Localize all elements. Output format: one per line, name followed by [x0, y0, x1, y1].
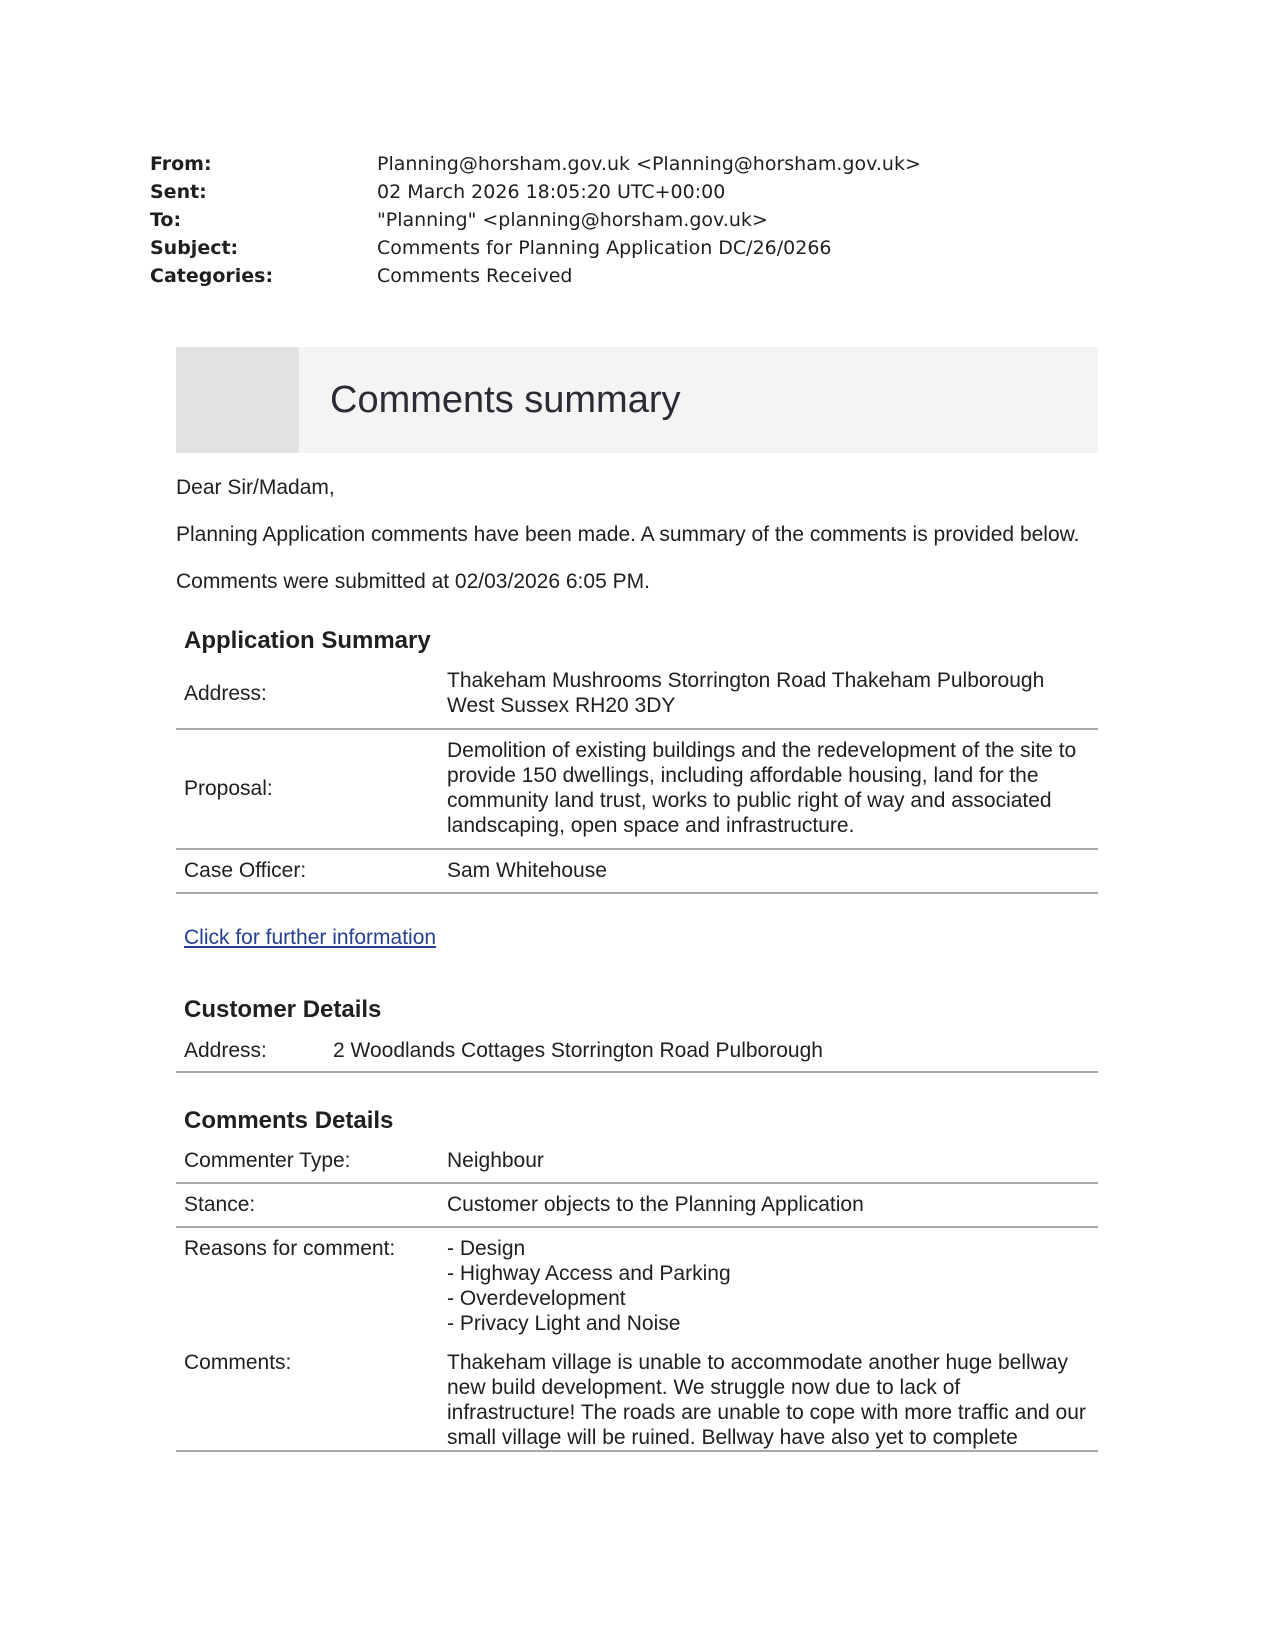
to-row	[150, 206, 921, 234]
customer-address-row	[176, 1032, 1098, 1072]
email-header	[150, 150, 921, 290]
further-information-link[interactable]: Click for further information	[184, 926, 437, 949]
reason-item: - Overdevelopment	[447, 1287, 626, 1310]
commenter-type-value: Neighbour	[439, 1143, 1098, 1183]
reasons-list	[439, 1227, 1098, 1342]
commenter-type-label: Commenter Type:	[176, 1143, 439, 1183]
reasons-label: Reasons for comment:	[184, 1237, 396, 1260]
from-row	[150, 150, 921, 178]
comments-details-heading: Comments Details	[184, 1107, 394, 1134]
customer-address-value: 2 Woodlands Cottages Storrington Road Pulborough	[325, 1032, 1098, 1072]
comments-details-table	[176, 1143, 1098, 1452]
intro-text: Planning Application comments have been made. A summary of the comments is provided below.	[176, 523, 1080, 546]
reason-item: - Design	[447, 1237, 526, 1260]
customer-details-heading: Customer Details	[184, 996, 382, 1023]
reason-item: - Privacy Light and Noise	[447, 1312, 681, 1335]
reasons-row	[176, 1227, 1098, 1342]
comments-row	[176, 1342, 1098, 1451]
subject-value: Comments for Planning Application DC/26/0266	[377, 237, 832, 259]
reason-item: - Highway Access and Parking	[447, 1262, 731, 1285]
submitted-text: Comments were submitted at 02/03/2026 6:05 PM.	[176, 570, 650, 593]
stance-row	[176, 1183, 1098, 1227]
categories-label: Categories:	[150, 265, 274, 287]
banner-title: Comments summary	[330, 378, 681, 421]
proposal-label: Proposal:	[176, 729, 439, 849]
categories-value: Comments Received	[377, 265, 573, 287]
case-officer-label: Case Officer:	[176, 849, 439, 893]
commenter-type-row	[176, 1143, 1098, 1183]
sent-row	[150, 178, 921, 206]
case-officer-value: Sam Whitehouse	[439, 849, 1098, 893]
stance-value: Customer objects to the Planning Application	[439, 1183, 1098, 1227]
application-summary-heading: Application Summary	[184, 627, 431, 654]
categories-row	[150, 262, 921, 290]
banner-logo-placeholder	[176, 347, 299, 453]
proposal-value: Demolition of existing buildings and the redevelopment of the site to provide 150 dwellings, including affordable housing, land for the community land trust, works to public right of way and associated landscaping, open space and infrastructure.	[439, 729, 1098, 849]
email-body	[176, 347, 1098, 1452]
case-officer-row	[176, 849, 1098, 893]
to-label: To:	[150, 209, 182, 231]
from-value: Planning@horsham.gov.uk <Planning@horsham.gov.uk>	[377, 153, 921, 175]
comments-cell	[439, 1342, 1098, 1451]
comments-summary-banner	[176, 347, 1098, 453]
greeting: Dear Sir/Madam,	[176, 476, 335, 499]
proposal-row	[176, 729, 1098, 849]
sent-value: 02 March 2026 18:05:20 UTC+00:00	[377, 181, 726, 203]
subject-label: Subject:	[150, 237, 239, 259]
comments-value: Thakeham village is unable to accommodate another huge bellway new build development. We struggle now due to lack of infrastructure! The roads are unable to cope with more traffic and our small village will be ruined. Bellway have also yet to complete	[447, 1351, 1086, 1449]
subject-row	[150, 234, 921, 262]
stance-label: Stance:	[176, 1183, 439, 1227]
to-value: "Planning" <planning@horsham.gov.uk>	[377, 209, 768, 231]
customer-address-label: Address:	[176, 1032, 325, 1072]
from-label: From:	[150, 153, 212, 175]
application-summary-table	[176, 663, 1098, 894]
application-address-value: Thakeham Mushrooms Storrington Road Thakeham Pulborough West Sussex RH20 3DY	[439, 663, 1098, 729]
application-address-label: Address:	[176, 663, 439, 729]
application-address-row	[176, 663, 1098, 729]
comments-label: Comments:	[176, 1342, 439, 1451]
sent-label: Sent:	[150, 181, 207, 203]
customer-details-table	[176, 1032, 1098, 1073]
